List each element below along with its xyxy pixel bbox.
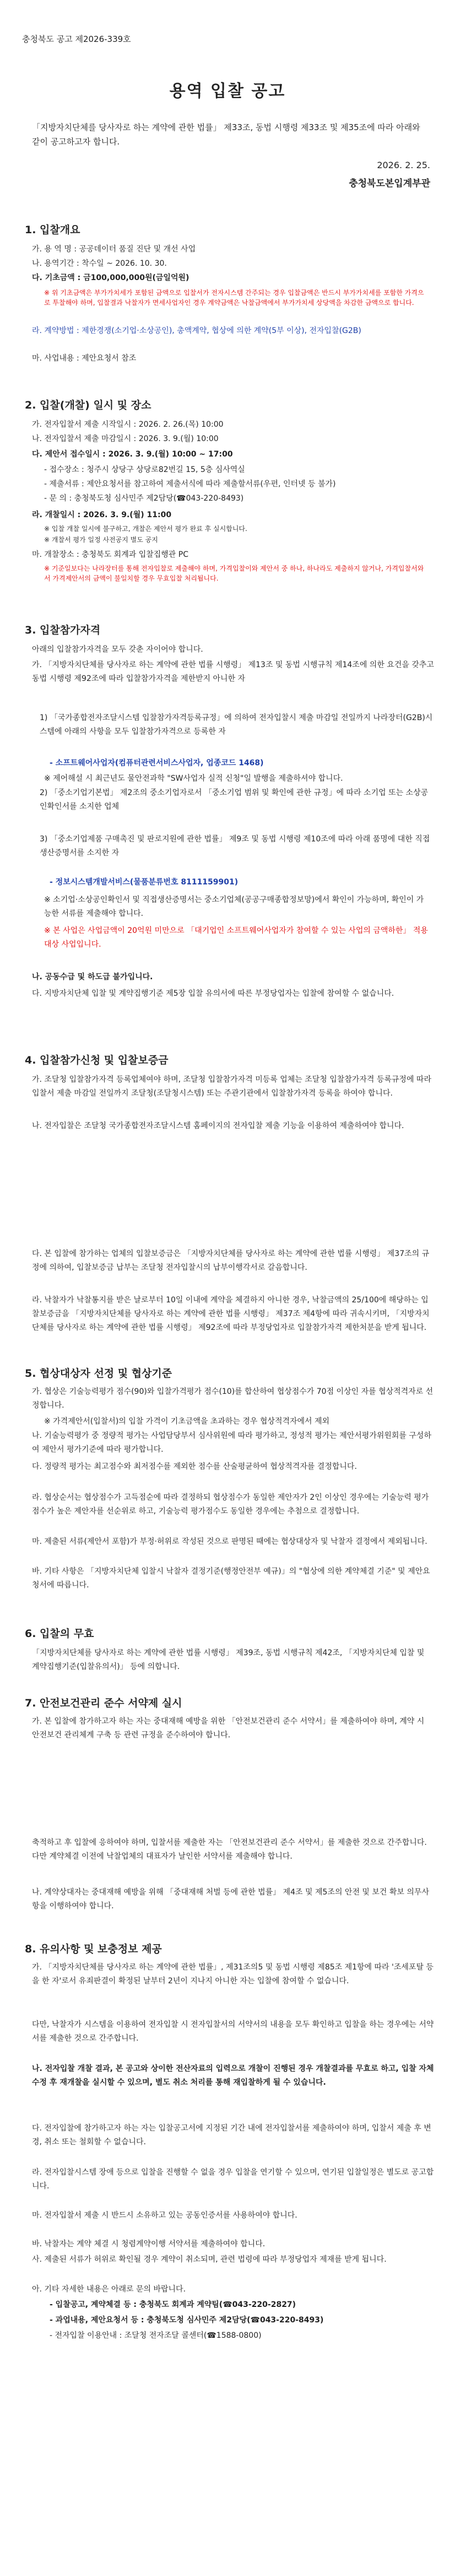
- s3-para: 나. 공동수급 및 하도급 불가입니다.: [32, 973, 153, 981]
- section-7-heading: 7. 안전보건관리 준수 서약제 실시: [25, 1697, 182, 1709]
- s8-para: 다. 전자입찰에 참가하고자 하는 자는 입찰공고서에 지정된 기간 내에 전자입찰서를 제출하여야 하며, 입찰서 제출 후 변경, 취소 또는 철회할 수 없습니다.: [32, 2124, 431, 2146]
- s8-para: 사. 제출된 서류가 허위로 확인될 경우 계약이 취소되며, 관련 법령에 따라 부정당업자 제재를 받게 됩니다.: [32, 2255, 387, 2264]
- s8-para: 나. 전자입찰 개찰 결과, 본 공고와 상이한 전산자료의 입력으로 개찰이 진행된 경우 개찰결과를 무효로 하고, 입찰 자체 수정 후 재개찰을 실시할 수 있으며, 별도 취소 처리를 통해 재입찰하게 될 수 있습니다.: [32, 2064, 434, 2087]
- intro-text: 「지방자치단체를 당사자로 하는 계약에 관한 법률」 제33조, 동법 시행령 제33조 및 제35조에 따라 아래와 같이 공고하고자 합니다.: [32, 122, 420, 147]
- s2-note: ※ 입찰 개찰 일시에 불구하고, 개찰은 제안서 평가 완료 후 실시합니다.: [44, 525, 247, 533]
- s5-para: 바. 기타 사항은 「지방자치단체 입찰시 낙찰자 결정기준(행정안전부 예규)」의 "협상에 의한 계약체결 기준" 및 제안요청서에 따릅니다.: [32, 1567, 430, 1590]
- notice-date: 2026. 2. 25.: [377, 160, 430, 170]
- section-3-heading: 3. 입찰참가자격: [25, 624, 101, 636]
- s2-item: - 문 의 : 충청북도청 심사민주 제2담당(☎043-220-8493): [44, 494, 244, 503]
- s3-para: 다. 지방자치단체 입찰 및 계약집행기준 제5장 입찰 유의서에 따른 부정당업자는 입찰에 참여할 수 없습니다.: [32, 989, 394, 998]
- s3-note: ※ 제어해설 시 최근년도 물안전과학 "SW사업자 실적 신청"일 발행을 제출하셔야 합니다.: [44, 774, 343, 783]
- contact-line: - 입찰공고, 계약체결 등 : 충청북도 회계과 계약팀(☎043-220-2827): [50, 2300, 296, 2309]
- s5-para: 라. 협상순서는 협상점수가 고득점순에 따라 결정하되 협상점수가 동일한 제안자가 2인 이상인 경우에는 기술능력 평가점수가 높은 제안자를 선순위로 하고, 기술능력 평가점수도 동일한 경우에는 추첨으로 결정합니다.: [32, 1493, 429, 1516]
- s2-item: - 제출서류 : 제안요청서를 참고하여 제출서식에 따라 제출할서류(우편, 인터넷 등 불가): [44, 480, 336, 489]
- s5-para: 다. 정량적 평가는 최고점수와 최저점수를 제외한 점수를 산술평균하여 협상적격자를 결정합니다.: [32, 1462, 357, 1471]
- s6-para: 「지방자치단체를 당사자로 하는 계약에 관한 법률 시행령」 제39조, 동법 시행규칙 제42조, 「지방자치단체 입찰 및 계약집행기준(입찰유의서)」 등에 의합니다.: [32, 1649, 425, 1671]
- s8-para: 다만, 낙찰자가 시스템을 이용하여 전자입찰 시 전자입찰서의 서약서의 내용을 모두 확인하고 입찰을 하는 경우에는 서약서를 제출한 것으로 간주합니다.: [32, 2020, 434, 2043]
- s7-para: 나. 계약상대자는 중대재해 예방을 위해 「중대재해 처벌 등에 관한 법률」 제4조 및 제5조의 안전 및 보건 확보 의무사항을 이행하여야 합니다.: [32, 1888, 429, 1910]
- s2-item: - 접수장소 : 청주시 상당구 상당로82번길 15, 5층 심사역실: [44, 465, 245, 474]
- s1-item: 나. 용역기간 : 착수일 ~ 2026. 10. 30.: [32, 259, 167, 268]
- issuing-org: 충청북도본입계부관: [349, 178, 430, 189]
- page-title: 용역 입찰 공고: [169, 82, 286, 101]
- s1-item: 가. 용 역 명 : 공공데이터 품질 진단 및 개선 사업: [32, 245, 196, 254]
- section-6-heading: 6. 입찰의 무효: [25, 1628, 94, 1640]
- s8-para: 바. 낙찰자는 계약 체결 시 청렴계약이행 서약서를 제출하여야 합니다.: [32, 2240, 266, 2248]
- notice-number: 충청북도 공고 제2026-339호: [22, 34, 131, 44]
- s1-item: 마. 사업내용 : 제안요청서 참조: [32, 354, 137, 363]
- section-5-heading: 5. 협상대상자 선정 및 협상기준: [25, 1367, 172, 1380]
- s4-para: 나. 전자입찰은 조달청 국가종합전자조달시스템 홈페이지의 전자입찰 제출 기능을 이용하여 제출하여야 합니다.: [32, 1121, 404, 1130]
- contact-line: - 전자입찰 이용안내 : 조달청 전자조달 콜센터(☎1588-0800): [50, 2331, 262, 2340]
- contact-line: - 과업내용, 제안요청서 등 : 충청북도청 심사민주 제2담당(☎043-220-8493): [50, 2316, 324, 2325]
- s2-item: 다. 제안서 접수일시 : 2026. 3. 9.(월) 10:00 ~ 17:00: [32, 450, 233, 459]
- s4-para: 가. 조달청 입찰참가자격 등록업체여야 하며, 조달청 입찰참가자격 미등록 업체는 조달청 입찰참가자격 등록규정에 따라 입찰서 제출 마감일 전일까지 조달청(조달청시스템) 또는 주관기관에서 입찰참가자격 등록을 하여야 합니다.: [32, 1075, 431, 1098]
- s7-para: 가. 본 입찰에 참가하고자 하는 자는 중대재해 예방을 위한 「안전보건관리 준수 서약서」를 제출하여야 하며, 계약 시 안전보건 관리체계 구축 등 관련 규정을 준수하여야 합니다.: [32, 1717, 425, 1740]
- s2-note: ※ 개찰서 평가 일정 사전공지 별도 공지: [44, 536, 158, 544]
- s1-item: 라. 계약방법 : 제한경쟁(소기업·소상공인), 총액계약, 협상에 의한 계약(5부 이상), 전자입찰(G2B): [32, 326, 361, 335]
- section-8-heading: 8. 유의사항 및 보충정보 제공: [25, 1943, 162, 1955]
- s3-para: - 소프트웨어사업자(컴퓨터관련서비스사업자, 업종코드 1468): [50, 759, 264, 768]
- s2-item: 가. 전자입찰서 제출 시작일시 : 2026. 2. 26.(목) 10:00: [32, 420, 224, 429]
- s8-para: 라. 전자입찰시스템 장애 등으로 입찰을 진행할 수 없을 경우 입찰을 연기할 수 있으며, 연기된 입찰일정은 별도로 공고합니다.: [32, 2168, 434, 2191]
- s4-para: 라. 낙찰자가 낙찰통지를 받은 날로부터 10일 이내에 계약을 체결하지 아니한 경우, 낙찰금액의 25/100에 해당하는 입찰보증금을 「지방자치단체를 당사자로 하는 계약에 관한 법률 시행령」 제37조 제4항에 따라 귀속시키며, 「지방자치단체를 당사자로 하는 계약에 관한 법률 시행령」 제92조에 따라 부정당업자로 입찰참가자격 제한처분을 받게 됩니다.: [32, 1296, 430, 1332]
- s3-para: 1) 「국가종합전자조달시스템 입찰참가자격등록규정」에 의하여 전자입찰시 제출 마감일 전일까지 나라장터(G2B)시스템에 아래의 사항을 모두 입찰참가자격으로 등록한 자: [40, 713, 433, 736]
- s5-note: ※ 가격제안서(입찰서)의 입찰 가격이 기초금액을 초과하는 경우 협상적격자에서 제외: [44, 1417, 330, 1426]
- s8-para: 가. 「지방자치단체를 당사자로 하는 계약에 관한 법률」, 제31조의5 및 동법 시행령 제85조 제1항에 따라 '조세포탈 등을 한 자'로서 유죄판결이 확정된 날부터 2년이 지나지 아니한 자는 입찰에 참여할 수 없습니다.: [32, 1963, 434, 1985]
- s8-para: 마. 전자입찰서 제출 시 반드시 소유하고 있는 공동인증서를 사용하여야 합니다.: [32, 2211, 297, 2220]
- s1-note: ※ 위 기초금액은 부가가치세가 포함된 금액으로 입찰서가 전자시스템 간주되는 경우 입찰금액은 반드시 부가가치세를 포함한 가격으로 투찰해야 하며, 입찰결과 낙찰자가 면세사업자인 경우 계약금액은 낙찰금액에서 부가가치세 상당액을 차감한 금액으로 합니다.: [44, 289, 424, 307]
- s3-para: 2) 「중소기업기본법」 제2조의 중소기업자로서 「중소기업 범위 및 확인에 관한 규정」에 따라 소기업 또는 소상공인확인서를 소지한 업체: [40, 788, 429, 811]
- section-2-heading: 2. 입찰(개찰) 일시 및 장소: [25, 399, 151, 411]
- s3-note: ※ 본 사업은 사업금액이 20억원 미만으로 「대기업인 소프트웨어사업자가 참여할 수 있는 사업의 금액하한」 적용 대상 사업입니다.: [44, 926, 428, 949]
- s2-note: ※ 기준일보다는 나라장터를 통해 전자입찰로 제출해야 하며, 가격입찰이와 제안서 중 하나, 하나라도 제출하지 않거나, 가격입찰서와 서 가격제안서의 금액이 불일치할 경우 무효입찰 처리됩니다.: [44, 565, 424, 582]
- s3-para: 가. 「지방자치단체를 당사자로 하는 계약에 관한 법률 시행령」 제13조 및 동법 시행규칙 제14조에 의한 요건을 갖추고 동법 시행령 제92조에 따라 입찰참가자격을 제한받지 아니한 자: [32, 661, 434, 683]
- s8-para: 아. 기타 자세한 내용은 아래로 문의 바랍니다.: [32, 2285, 186, 2294]
- s7-para: 축적하고 후 입찰에 응하여야 하며, 입찰서를 제출한 자는 「안전보건관리 준수 서약서」를 제출한 것으로 간주합니다. 다만 계약체결 이전에 낙찰업체의 대표자가 날인한 서약서를 제출해야 합니다.: [32, 1838, 427, 1861]
- s3-lead: 아래의 입찰참가자격을 모두 갖춘 자이어야 합니다.: [32, 645, 203, 654]
- s3-para: 3) 「중소기업제품 구매촉진 및 판로지원에 관한 법률」 제9조 및 동법 시행령 제10조에 따라 아래 품명에 대한 직접생산증명서를 소지한 자: [40, 835, 430, 857]
- section-4-heading: 4. 입찰참가신청 및 입찰보증금: [25, 1054, 169, 1066]
- s2-item: 나. 전자입찰서 제출 마감일시 : 2026. 3. 9.(월) 10:00: [32, 434, 219, 443]
- s2-item: 라. 개찰일시 : 2026. 3. 9.(월) 11:00: [32, 511, 172, 519]
- s1-item: 다. 기초금액 : 금100,000,000원(금일억원): [32, 273, 189, 282]
- s3-para: - 정보시스템개발서비스(물품분류번호 8111159901): [50, 878, 239, 887]
- s4-para: 다. 본 입찰에 참가하는 업체의 입찰보증금은 「지방자치단체를 당사자로 하는 계약에 관한 법률 시행령」 제37조의 규정에 의하여, 입찰보증금 납부는 조달청 전자입찰시의 납부이행각서로 갈음합니다.: [32, 1249, 430, 1272]
- s3-note: ※ 소기업·소상공인확인서 및 직접생산증명서는 중소기업체(공공구매종합정보망)에서 확인이 가능하며, 확인이 가능한 서류를 제출해야 합니다.: [44, 895, 424, 918]
- s5-para: 가. 협상은 기술능력평가 점수(90)와 입찰가격평가 점수(10)를 합산하여 협상점수가 70점 이상인 자를 협상적격자로 선정합니다.: [32, 1387, 434, 1410]
- s5-para: 나. 기술능력평가 중 정량적 평가는 사업담당부서 심사위원에 따라 평가하고, 정성적 평가는 제안서평가위원회를 구성하여 제안서 평가기준에 따라 평가합니다.: [32, 1431, 431, 1454]
- s5-para: 마. 제출된 서류(제안서 포함)가 부정·허위로 작성된 것으로 판명된 때에는 협상대상자 및 낙찰자 결정에서 제외됩니다.: [32, 1537, 427, 1546]
- section-1-heading: 1. 입찰개요: [25, 224, 80, 236]
- s2-item: 마. 개찰장소 : 충청북도 회계과 입찰집행관 PC: [32, 550, 188, 559]
